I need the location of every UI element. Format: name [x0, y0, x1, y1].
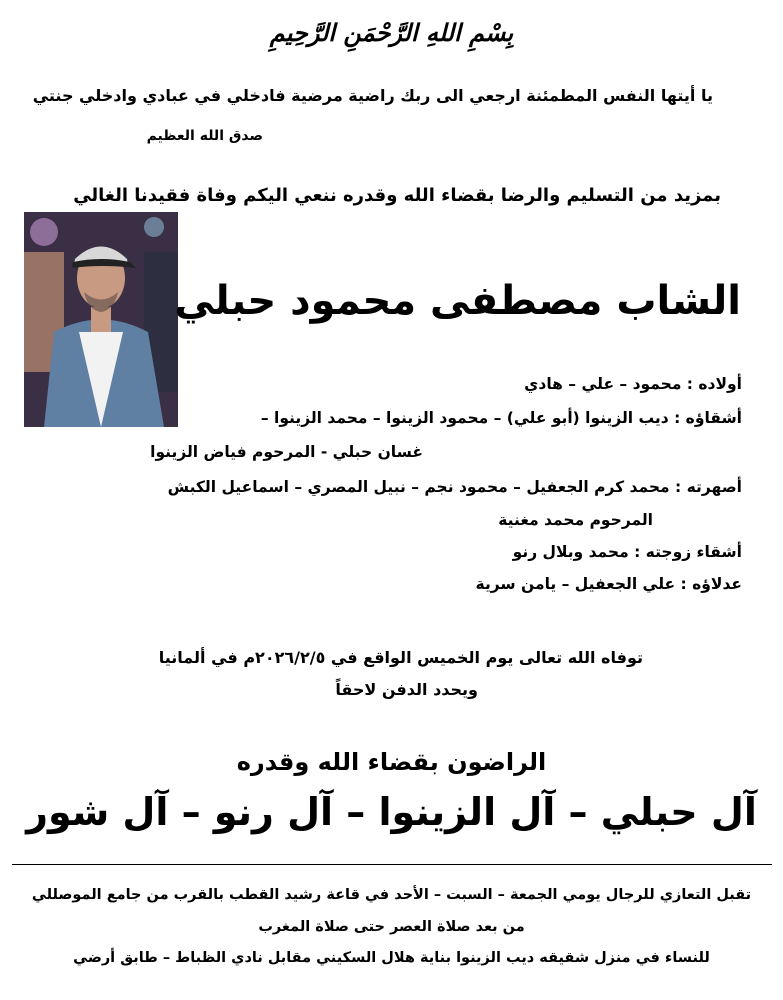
- death-notice: توفاه الله تعالى يوم الخميس الواقع في ٢٠٢٦/٢/٥م في ألمانيا: [158, 648, 643, 667]
- deceased-name: الشاب مصطفى محمود حبلي: [174, 278, 741, 324]
- condolences-women: للنساء في منزل شقيقه ديب الزينوا بناية هلال السكيني مقابل نادي الظباط – طابق أرضي: [73, 950, 710, 966]
- wife-brothers-line: أشقاء زوجته : محمد وبلال رنو: [512, 543, 742, 561]
- quran-verse: يا أيتها النفس المطمئنة ارجعي الى ربك راضية مرضية فادخلي في عبادي وادخلي جنتي: [32, 86, 713, 105]
- deceased-photo: [24, 212, 178, 427]
- in-laws-line-1: أصهرته : محمد كرم الجعفيل – محمود نجم – نبيل المصري – اسماعيل الكبش: [167, 478, 742, 496]
- brothers-line-1: أشقاؤه : ديب الزينوا (أبو علي) – محمود الزينوا – محمد الزينوا –: [260, 409, 742, 427]
- divider: [12, 864, 772, 865]
- burial-notice: ويحدد الدفن لاحقاً: [335, 680, 478, 699]
- condolences-men-line-2: من بعد صلاة العصر حتى صلاة المغرب: [258, 919, 525, 935]
- in-laws-line-2: المرحوم محمد مغنية: [498, 511, 653, 529]
- children-line: أولاده : محمود – علي – هادي: [524, 375, 742, 393]
- intro-text: بمزيد من التسليم والرضا بقضاء الله وقدره ننعي اليكم وفاة فقيدنا الغالي: [73, 185, 721, 206]
- basmala: بِسْمِ اللهِ الرَّحْمَنِ الرَّحِيمِ: [269, 18, 514, 47]
- portrait-image: [24, 212, 178, 427]
- mourners-intro: الراضون بقضاء الله وقدره: [236, 748, 547, 776]
- brothers-line-2: غسان حبلي - المرحوم فياض الزينوا: [150, 443, 423, 461]
- verse-closing: صدق الله العظيم: [146, 128, 263, 144]
- condolences-men-line-1: تقبل التعازي للرجال يومي الجمعة – السبت – الأحد في قاعة رشيد القطب بالقرب من جامع الموصللي: [31, 887, 752, 903]
- families-list: آل حبلي – آل الزينوا – آل رنو – آل شور: [26, 790, 757, 834]
- brothers-in-law-line: عدلاؤه : علي الجعفيل – يامن سرية: [475, 575, 742, 593]
